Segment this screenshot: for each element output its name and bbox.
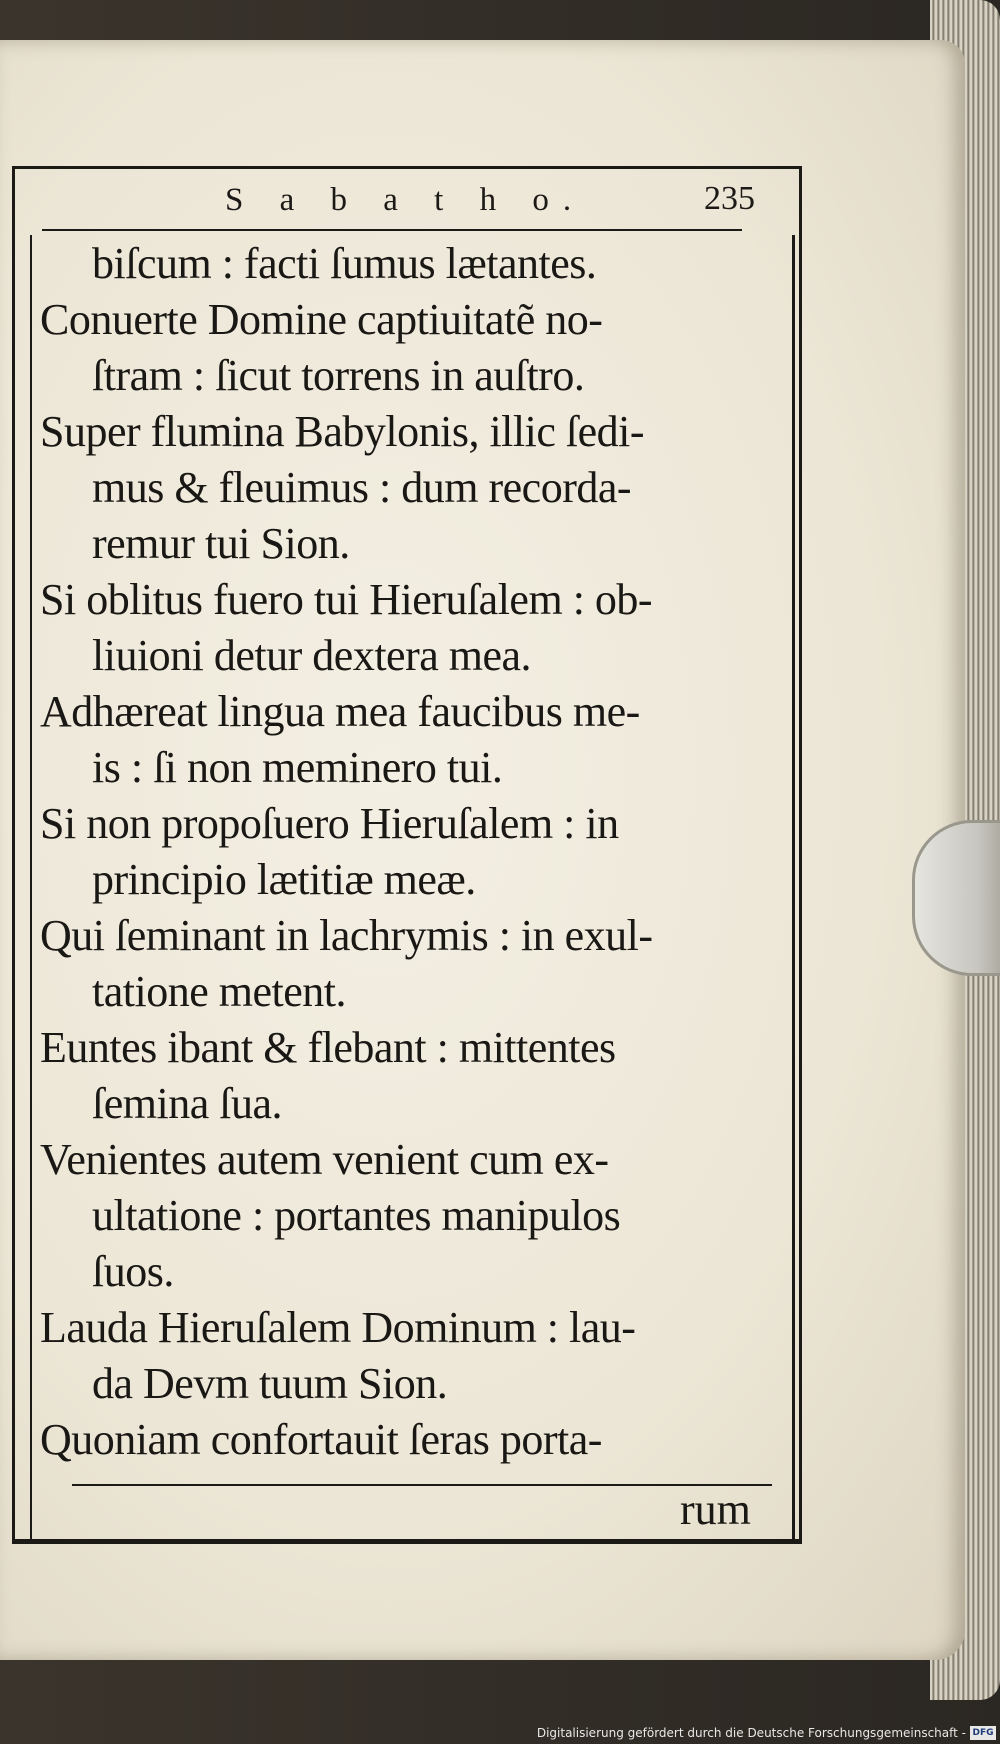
running-head: [30, 182, 775, 227]
text-line: Quoniam confortauit ſeras porta-: [40, 1415, 602, 1464]
text-line: ſemina ſua.: [92, 1079, 282, 1128]
text-line: Adhæreat lingua mea faucibus me-: [40, 687, 640, 736]
text-line: ultatione : portantes manipulos: [92, 1191, 621, 1240]
digitization-credit: Digitalisierung gefördert durch die Deutsche Forschungsgemeinschaft -: [536, 1726, 966, 1740]
dfg-logo-icon: DFG: [970, 1726, 996, 1740]
psalm-text: [40, 236, 785, 1468]
text-line: remur tui Sion.: [92, 519, 350, 568]
text-line: liuioni detur dextera mea.: [92, 631, 532, 680]
text-line: principio lætitiæ meæ.: [92, 855, 476, 904]
text-line: Si oblitus fuero tui Hieruſalem : ob-: [40, 575, 653, 624]
running-title: S a b a t h o.: [225, 182, 586, 218]
text-line: Qui ſeminant in lachrymis : in exul-: [40, 911, 653, 960]
text-line: ſuos.: [92, 1247, 174, 1296]
text-line: Venientes autem venient cum ex-: [40, 1135, 609, 1184]
head-rule: [42, 229, 742, 231]
text-line: Conuerte Domine captiuitatẽ no-: [40, 295, 603, 344]
catchword: rum: [680, 1485, 751, 1534]
text-line: da Devm tuum Sion.: [92, 1359, 448, 1408]
text-line: biſcum : facti ſumus lætantes.: [92, 239, 597, 288]
book-clasp: [912, 820, 1000, 976]
text-line: tatione metent.: [92, 967, 346, 1016]
text-line: mus & fleuimus : dum recorda-: [92, 463, 632, 512]
text-line: Si non propoſuero Hieruſalem : in: [40, 799, 619, 848]
text-line: is : ſi non meminero tui.: [92, 743, 503, 792]
text-line: Euntes ibant & flebant : mittentes: [40, 1023, 616, 1072]
page-number: 235: [704, 180, 755, 217]
foot-rule: [72, 1484, 772, 1486]
text-line: ſtram : ſicut torrens in auſtro.: [92, 351, 585, 400]
text-line: Lauda Hieruſalem Dominum : lau-: [40, 1303, 636, 1352]
text-line: Super flumina Babylonis, illic ſedi-: [40, 407, 645, 456]
